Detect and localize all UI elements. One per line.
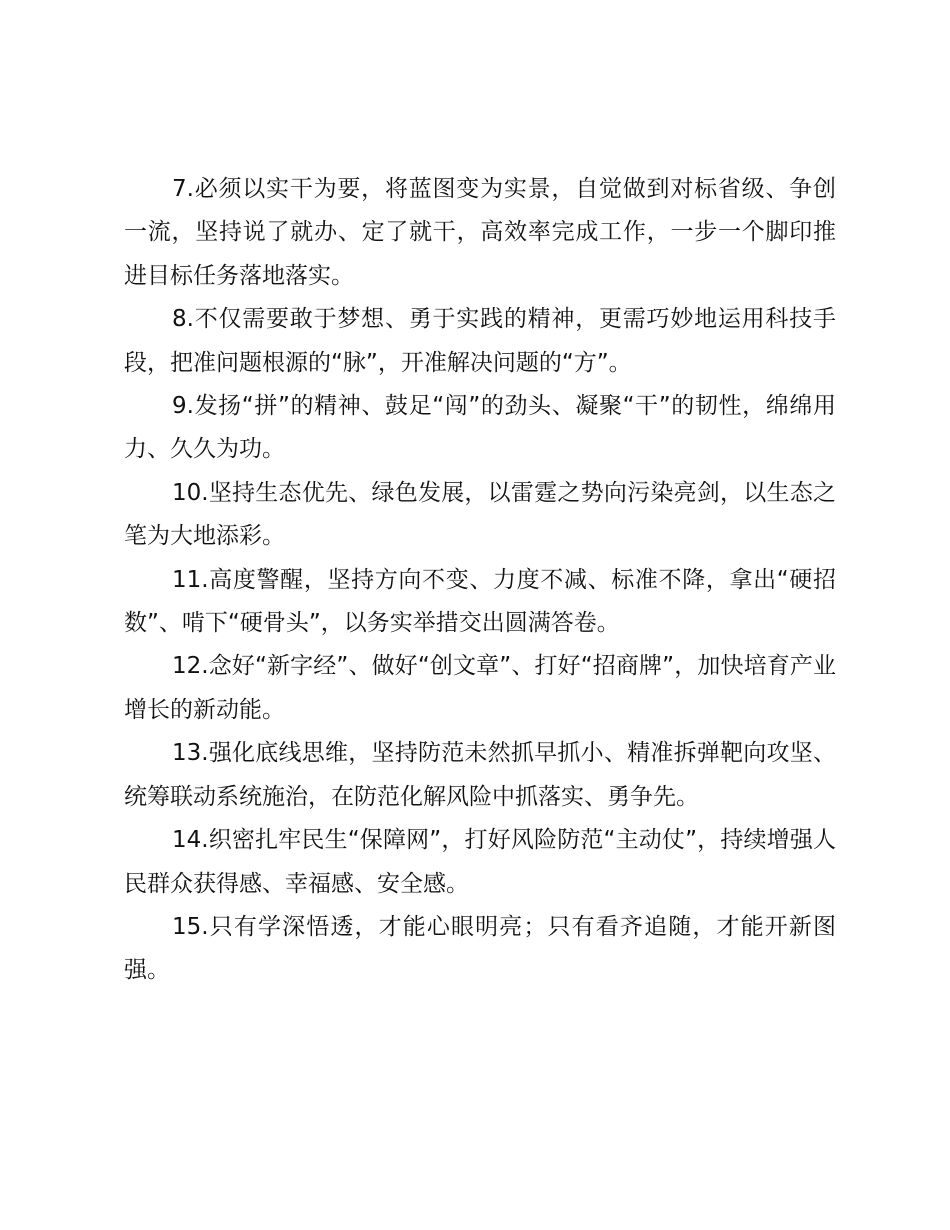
paragraph-12: 12.念好“新字经”、做好“创文章”、打好“招商牌”，加快培育产业增长的新动能。 xyxy=(124,653,836,723)
document-body xyxy=(124,168,836,993)
paragraph-15: 15.只有学深悟透，才能心眼明亮；只有看齐追随，才能开新图强。 xyxy=(124,913,836,984)
paragraph-9: 9.发扬“拼”的精神、鼓足“闯”的劲头、凝聚“干”的韧性，绵绵用力、久久为功。 xyxy=(124,393,836,463)
paragraph-7: 7.必须以实干为要，将蓝图变为实景，自觉做到对标省级、争创一流，坚持说了就办、定了就干，高效率完成工作，一步一个脚印推进目标任务落地落实。 xyxy=(124,176,836,289)
paragraph-11: 11.高度警醒，坚持方向不变、力度不减、标准不降，拿出“硬招数”、啃下“硬骨头”，以务实举措交出圆满答卷。 xyxy=(124,566,836,637)
paragraph-10: 10.坚持生态优先、绿色发展，以雷霆之势向污染亮剑，以生态之笔为大地添彩。 xyxy=(124,479,836,550)
paragraph-13: 13.强化底线思维，坚持防范未然抓早抓小、精准拆弹靶向攻坚、统筹联动系统施治，在防范化解风险中抓落实、勇争先。 xyxy=(124,740,836,810)
paragraph-8: 8.不仅需要敢于梦想、勇于实践的精神，更需巧妙地运用科技手段，把准问题根源的“脉”，开准解决问题的“方”。 xyxy=(124,306,836,376)
paragraph-14: 14.织密扎牢民生“保障网”，打好风险防范“主动仗”，持续增强人民群众获得感、幸福感、安全感。 xyxy=(124,827,836,897)
